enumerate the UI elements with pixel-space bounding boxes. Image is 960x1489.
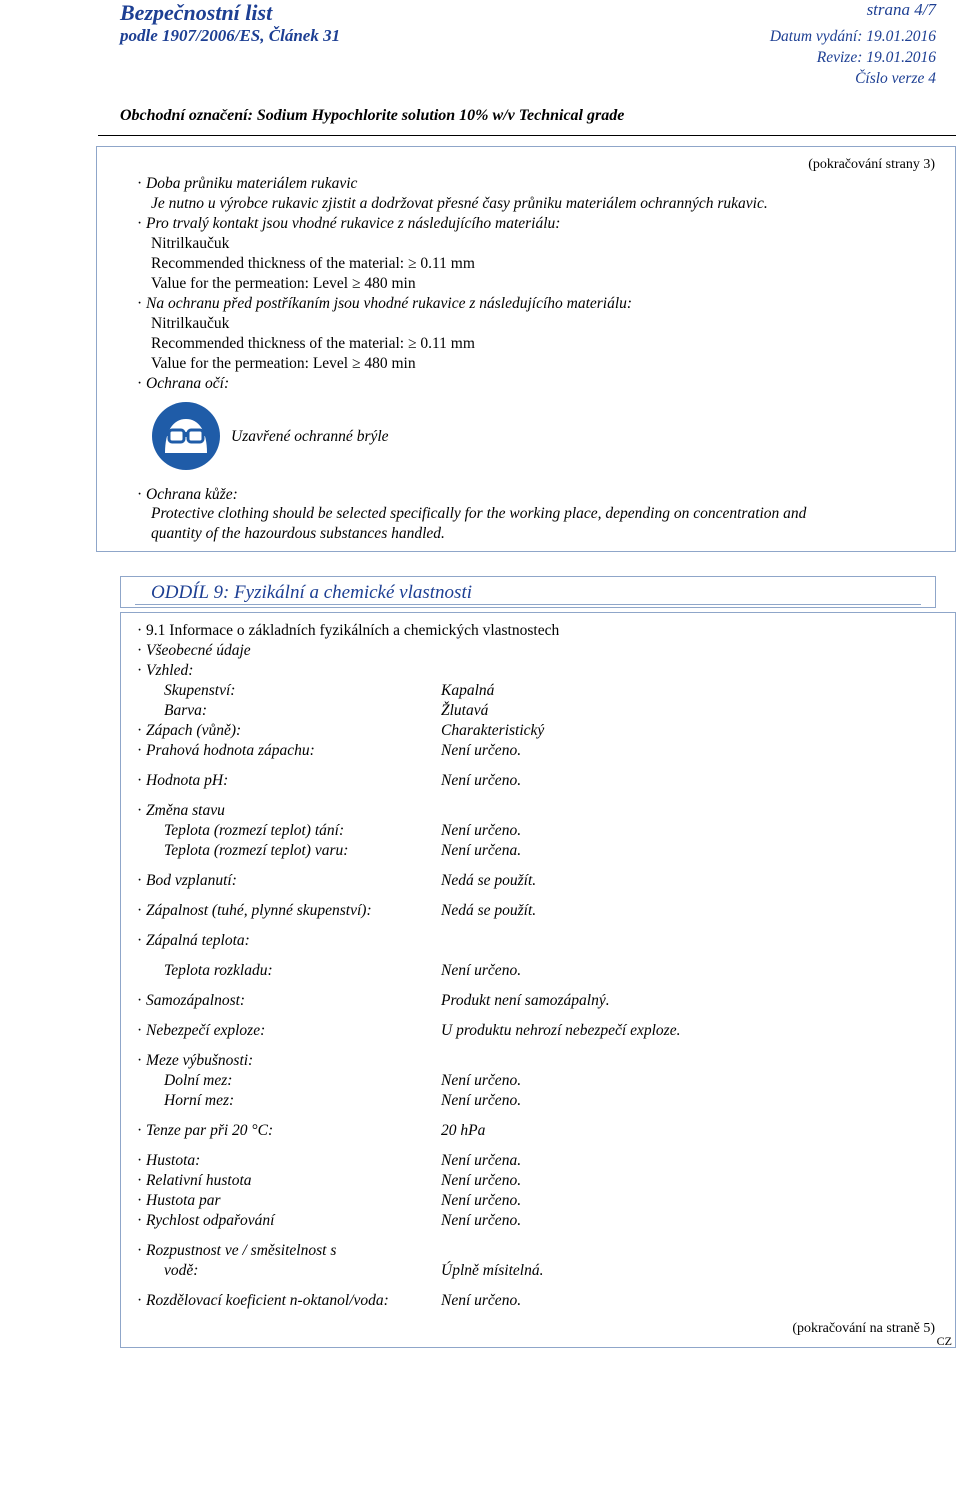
property-value-colour: Žlutavá [441,702,489,719]
skin-protection-text-1: Protective clothing should be selected specifically for the working place, depending on concentration and [151,505,807,522]
property-value-self-igniting: Produkt není samozápalný. [441,992,610,1009]
property-value-vapour-pressure: 20 hPa [441,1122,486,1139]
info-heading: · 9.1 Informace o základních fyzikálních a chemických vlastnostech [137,621,559,641]
property-label-odour-threshold: · Prahová hodnota zápachu: [137,741,315,761]
property-label-vapour-pressure: · Tenze par při 20 °C: [137,1121,273,1141]
property-value-partition-coefficient: Není určeno. [441,1292,522,1309]
section-9-box [120,612,956,1348]
skin-protection-text-2: quantity of the hazourdous substances handled. [151,525,445,542]
section-9-heading-bar [120,576,936,608]
glove-permeation-1: Value for the permeation: Level ≥ 480 min [151,275,416,292]
property-label-self-igniting: · Samozápalnost: [137,991,245,1011]
property-label-flash-point: · Bod vzplanutí: [137,871,237,891]
language-code: CZ [936,1334,952,1348]
general-data: · Všeobecné údaje [137,641,251,661]
property-value-boiling-point: Není určena. [441,842,522,859]
eye-protection-text: Uzavřené ochranné brýle [231,428,389,445]
continued-on-next-note: (pokračování na straně 5) [792,1321,935,1336]
trade-name: Obchodní označení: Sodium Hypochlorite solution 10% w/v Technical grade [120,107,625,124]
permanent-contact-heading: · Pro trvalý kontakt jsou vhodné rukavice z následujícího materiálu: [137,214,560,234]
glove-material-1: Nitrilkaučuk [151,235,230,252]
property-value-odour: Charakteristický [441,722,545,739]
appearance-heading: · Vzhled: [137,661,193,681]
header-divider [98,135,956,136]
property-value-vapour-density: Není určeno. [441,1192,522,1209]
skin-protection-heading: · Ochrana kůže: [137,485,238,505]
splash-protection-heading: · Na ochranu před postříkaním jsou vhodné rukavice z následujícího materiálu: [137,294,632,314]
property-value-state: Kapalná [441,682,495,699]
property-label-state: Skupenství: [164,682,236,699]
property-value-water: Úplně mísitelná. [441,1262,544,1279]
document-title: Bezpečnostní list [120,0,273,25]
property-label-explosion-limits: · Meze výbušnosti: [137,1051,253,1071]
property-label-colour: Barva: [164,702,208,719]
eye-protection-heading: · Ochrana očí: [137,374,229,394]
page-number: strana 4/7 [866,0,936,19]
property-value-relative-density: Není určeno. [441,1172,522,1189]
property-label-decomposition-temperature: Teplota rozkladu: [164,962,273,979]
property-label-vapour-density: · Hustota par [137,1191,221,1211]
continued-from-note: (pokračování strany 3) [808,157,935,172]
property-value-explosion-danger: U produktu nehrozí nebezpečí exploze. [441,1022,681,1039]
property-label-partition-coefficient: · Rozdělovací koeficient n-oktanol/voda: [137,1291,389,1311]
property-value-ph: Není určeno. [441,772,522,789]
property-label-evaporation-rate: · Rychlost odpařování [137,1211,274,1231]
version-number: Číslo verze 4 [855,70,936,87]
property-label-ph: · Hodnota pH: [137,771,228,791]
heading-underline [135,604,921,605]
section-8-box [96,146,956,552]
property-label-flammability: · Zápalnost (tuhé, plynné skupenství): [137,901,372,921]
property-label-boiling-point: Teplota (rozmezí teplot) varu: [164,842,349,859]
glove-thickness-1: Recommended thickness of the material: ≥ 0.11 mm [151,255,475,272]
document-subtitle: podle 1907/2006/ES, Článek 31 [120,26,341,45]
property-label-explosion-danger: · Nebezpečí exploze: [137,1021,265,1041]
property-label-relative-density: · Relativní hustota [137,1171,252,1191]
property-label-upper-limit: Horní mez: [164,1092,235,1109]
property-label-odour: · Zápach (vůně): [137,721,241,741]
property-label-solubility: · Rozpustnost ve / směsitelnost s [137,1241,336,1261]
safety-goggles-icon [151,401,221,471]
property-value-evaporation-rate: Není určeno. [441,1212,522,1229]
property-value-decomposition-temperature: Není určeno. [441,962,522,979]
property-value-lower-limit: Není určeno. [441,1072,522,1089]
property-label-change-of-state: · Změna stavu [137,801,225,821]
breakthrough-text: Je nutno u výrobce rukavic zjistit a dodržovat přesné časy průniku materiálem ochranných rukavic. [151,195,768,212]
glove-thickness-2: Recommended thickness of the material: ≥ 0.11 mm [151,335,475,352]
glove-permeation-2: Value for the permeation: Level ≥ 480 min [151,355,416,372]
property-value-upper-limit: Není určeno. [441,1092,522,1109]
property-label-density: · Hustota: [137,1151,200,1171]
property-value-flash-point: Nedá se použít. [441,872,537,889]
property-value-density: Není určena. [441,1152,522,1169]
property-value-flammability: Nedá se použít. [441,902,537,919]
property-value-odour-threshold: Není určeno. [441,742,522,759]
breakthrough-heading: · Doba průniku materiálem rukavic [137,174,357,194]
property-value-melting-point: Není určeno. [441,822,522,839]
property-label-ignition-temperature: · Zápalná teplota: [137,931,250,951]
revision-date: Revize: 19.01.2016 [816,49,936,66]
issue-date: Datum vydání: 19.01.2016 [769,28,936,45]
property-label-lower-limit: Dolní mez: [164,1072,233,1089]
section-9-heading: ODDÍL 9: Fyzikální a chemické vlastnosti [151,582,472,603]
property-label-water: vodě: [164,1262,199,1279]
glove-material-2: Nitrilkaučuk [151,315,230,332]
property-label-melting-point: Teplota (rozmezí teplot) tání: [164,822,345,839]
